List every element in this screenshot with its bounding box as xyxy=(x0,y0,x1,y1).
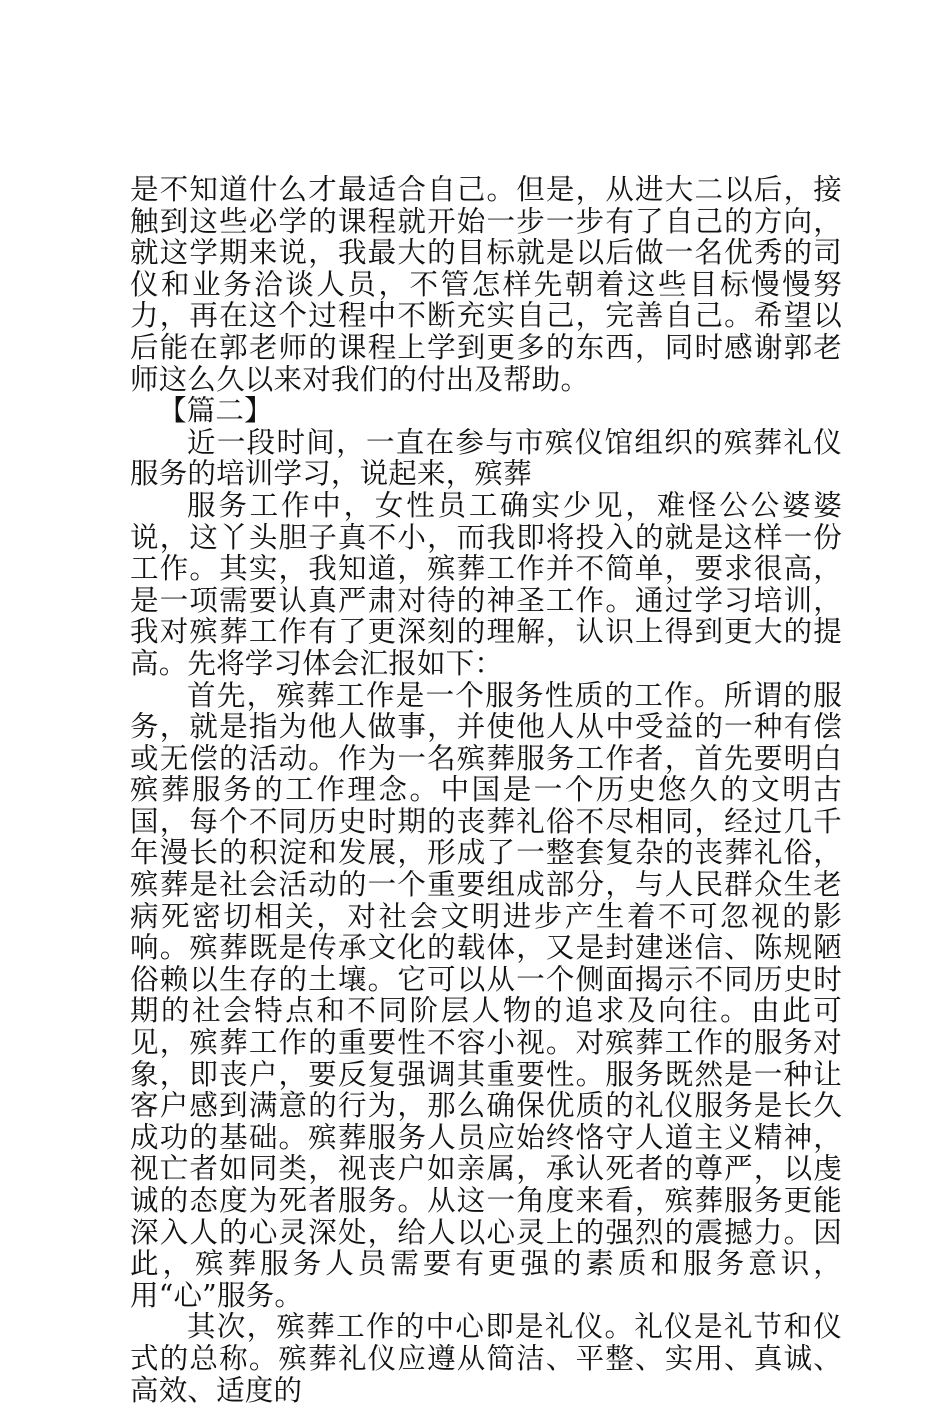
paragraph-second-point: 其次，殡葬工作的中心即是礼仪。礼仪是礼节和仪式的总称。殡葬礼仪应遵从简洁、平整、实用、真诚、高效、适度的 xyxy=(130,1310,842,1407)
paragraph-continuation: 是不知道什么才最适合自己。但是，从进大二以后，接触到这些必学的课程就开始一步一步有了自己的方向，就这学期来说，我最大的目标就是以后做一名优秀的司仪和业务洽谈人员，不管怎样先朝着这些目标慢慢努力，再在这个过程中不断充实自己，完善自己。希望以后能在郭老师的课程上学到更多的东西，同时感谢郭老师这么久以来对我们的付出及帮助。 xyxy=(130,173,842,396)
paragraph-first-point: 首先，殡葬工作是一个服务性质的工作。所谓的服务，就是指为他人做事，并使他人从中受益的一种有偿或无偿的活动。作为一名殡葬服务工作者，首先要明白殡葬服务的工作理念。中国是一个历史悠久的文明古国，每个不同历史时期的丧葬礼俗不尽相同，经过几千年漫长的积淀和发展，形成了一整套复杂的丧葬礼俗，殡葬是社会活动的一个重要组成部分，与人民群众生老病死密切相关，对社会文明进步产生着不可忽视的影响。殡葬既是传承文化的载体，又是封建迷信、陈规陋俗赖以生存的土壤。它可以从一个侧面揭示不同历史时期的社会特点和不同阶层人物的追求及向往。由此可见，殡葬工作的重要性不容小视。对殡葬工作的服务对象，即丧户，要反复强调其重要性。服务既然是一种让客户感到满意的行为，那么确保优质的礼仪服务是长久成功的基础。殡葬服务人员应始终恪守人道主义精神，视亡者如同类，视丧户如亲属，承认死者的尊严，以虔诚的态度为死者服务。从这一角度来看，殡葬服务更能深入人的心灵深处，给人以心灵上的强烈的震撼力。因此，殡葬服务人员需要有更强的素质和服务意识，用“心”服务。 xyxy=(130,678,842,1312)
paragraph-intro: 近一段时间，一直在参与市殡仪馆组织的殡葬礼仪服务的培训学习，说起来，殡葬 xyxy=(130,425,842,491)
section-heading: 【篇二】 xyxy=(158,394,273,428)
paragraph-service-work: 服务工作中，女性员工确实少见，难怪公公婆婆说，这丫头胆子真不小，而我即将投入的就是这样一份工作。其实，我知道，殡葬工作并不简单，要求很高，是一项需要认真严肃对待的神圣工作。通过学习培训，我对殡葬工作有了更深刻的理解，认识上得到更大的提高。先将学习体会汇报如下： xyxy=(130,488,842,680)
document-body xyxy=(130,174,842,1406)
